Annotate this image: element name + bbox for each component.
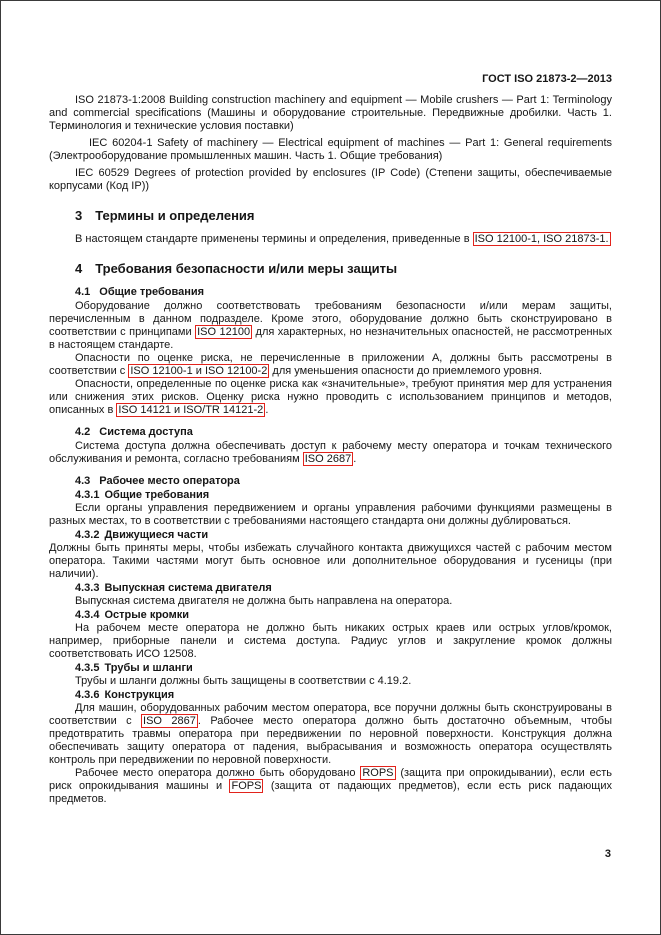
clause-title: Движущиеся части (104, 529, 209, 541)
paragraph: На рабочем месте оператора не должно быть никаких острых краев или острых углов/кромок, например, приборные панели и система доступа. Радиус углов и закругление кромок должны соответствовать ИСО 12508. (49, 622, 612, 660)
paragraph: Выпускная система двигателя не должна быть направлена на оператора. (75, 595, 453, 607)
page-header (49, 73, 612, 86)
clause-heading (49, 489, 612, 502)
reference-paragraph: ISO 21873-1:2008 Building construction machinery and equipment — Mobile crushers — Part 1: Terminology and commercial specifications (Машины и оборудование строительные. Передвижные дробилки. Часть 1. Терминология и технические условия поставки) (49, 94, 612, 132)
text-run: (защита от падающих предметов), если есть риск падающих предметов. (49, 780, 612, 805)
highlighted-reference: FOPS (231, 780, 262, 792)
text-run: для характерных, но незначительных опасностей, не рассмотренных в настоящем стандарте. (49, 326, 613, 351)
section-heading (49, 208, 612, 223)
paragraph (49, 767, 612, 806)
paragraph (49, 300, 612, 352)
standard-designation: ГОСТ ISO 21873-2—2013 (482, 73, 612, 85)
paragraph: Трубы и шланги должны быть защищены в соответствии с 4.19.2. (75, 675, 412, 687)
clause-title: Трубы и шланги (104, 662, 193, 674)
subsection-title: Рабочее место оператора (99, 475, 240, 487)
section-heading (49, 261, 612, 276)
reference-paragraph: IEC 60204-1 Safety of machinery — Electrical equipment of machines — Part 1: General requirements (Электрооборудование промышленных машин. Часть 1. Общие требования) (49, 137, 612, 162)
subsection-number: 4.1 (75, 286, 91, 298)
highlighted-reference: ROPS (362, 767, 394, 779)
text-run: . (265, 404, 269, 416)
subsection-heading (49, 475, 612, 488)
document-content (49, 94, 612, 806)
text-run: . Рабочее место оператора должно быть достаточно объемным, чтобы предотвратить травмы оператора при передвижении по неровной поверхности. Конструкция должна обеспечивать защиту оператора от падения, выбрасывания и возможность оператора осуществлять контроль при передвижении по неровной поверхности. (49, 715, 612, 766)
subsection-title: Система доступа (99, 426, 193, 438)
text-run: (защита при опрокидывании), если есть риск опрокидывания машины и (49, 767, 612, 792)
clause-title: Общие требования (104, 489, 210, 501)
clause-number: 4.3.1 (75, 489, 100, 501)
text-run: Опасности, определенные по оценке риска как «значительные», требуют принятия мер для устранения или снижения этих рисков. Оценку риска нужно проводить с использованием принципов и методов, описанных в (49, 378, 612, 416)
clause-number: 4.3.2 (75, 529, 100, 541)
paragraph (49, 440, 612, 466)
highlighted-reference: ISO 12100-1 и ISO 12100-2 (130, 365, 268, 377)
paragraph (49, 233, 612, 246)
subsection-number: 4.2 (75, 426, 91, 438)
clause-number: 4.3.5 (75, 662, 100, 674)
clause-heading (49, 662, 612, 675)
paragraph: Если органы управления передвижением и органы управления рабочими функциями размещены в разных местах, то в соответствии с требованиями настоящего стандарта они должны дублироваться. (49, 502, 612, 527)
section-title: Термины и определения (95, 208, 255, 223)
section-title: Требования безопасности и/или меры защиты (95, 261, 398, 276)
paragraph (49, 352, 612, 378)
text-run: Для машин, оборудованных рабочим местом оператора, все поручни должны быть сконструированы в соответствии с (49, 702, 612, 727)
paragraph (49, 702, 612, 767)
paragraph (49, 378, 612, 417)
subsection-title: Общие требования (99, 286, 205, 298)
subsection-heading (49, 286, 612, 299)
highlighted-reference: ISO 14121 и ISO/TR 14121-2 (118, 404, 264, 416)
text-run: . (353, 453, 357, 465)
clause-heading (49, 609, 612, 622)
highlighted-reference: ISO 12100 (197, 326, 251, 338)
subsection-number: 4.3 (75, 475, 91, 487)
clause-heading (49, 582, 612, 595)
reference-paragraph: IEC 60529 Degrees of protection provided by enclosures (IP Code) (Степени защиты, обеспечиваемые корпусами (Код IP)) (49, 167, 612, 192)
text-run: для уменьшения опасности до приемлемого уровня. (269, 365, 543, 377)
clause-title: Острые кромки (104, 609, 190, 621)
text-run: Рабочее место оператора должно быть оборудовано (75, 767, 361, 779)
text-run: Опасности по оценке риска, не перечисленные в приложении А, должны быть рассмотрены в соответствии с (49, 352, 612, 377)
text-run: Система доступа должна обеспечивать доступ к рабочему месту оператора и точкам технического обслуживания и ремонта, согласно требованиям (49, 440, 612, 465)
clause-title: Конструкция (104, 689, 175, 701)
paragraph: Должны быть приняты меры, чтобы избежать случайного контакта движущихся частей с рабочим местом оператора. Такими частями могут быть основное или дополнительное оборудования и гусеницы (при наличии). (49, 542, 612, 580)
section-number: 4 (75, 261, 83, 276)
clause-title: Выпускная система двигателя (104, 582, 272, 594)
highlighted-reference: ISO 2867 (143, 715, 196, 727)
clause-heading (49, 689, 612, 702)
page-number: 3 (604, 848, 611, 860)
clause-number: 4.3.4 (75, 609, 100, 621)
text-run: Оборудование должно соответствовать требованиям безопасности и/или мерам защиты, перечисленным в данном подразделе. Кроме этого, оборудование должно быть сконструировано в соответствии с принципами (49, 300, 612, 338)
clause-heading (49, 529, 612, 542)
clause-number: 4.3.6 (75, 689, 100, 701)
text-run: В настоящем стандарте применены термины и определения, приведенные в (75, 233, 473, 245)
highlighted-reference: ISO 12100-1, ISO 21873-1. (474, 233, 609, 245)
subsection-heading (49, 426, 612, 439)
highlighted-reference: ISO 2687 (304, 453, 352, 465)
section-number: 3 (75, 208, 83, 223)
clause-number: 4.3.3 (75, 582, 100, 594)
